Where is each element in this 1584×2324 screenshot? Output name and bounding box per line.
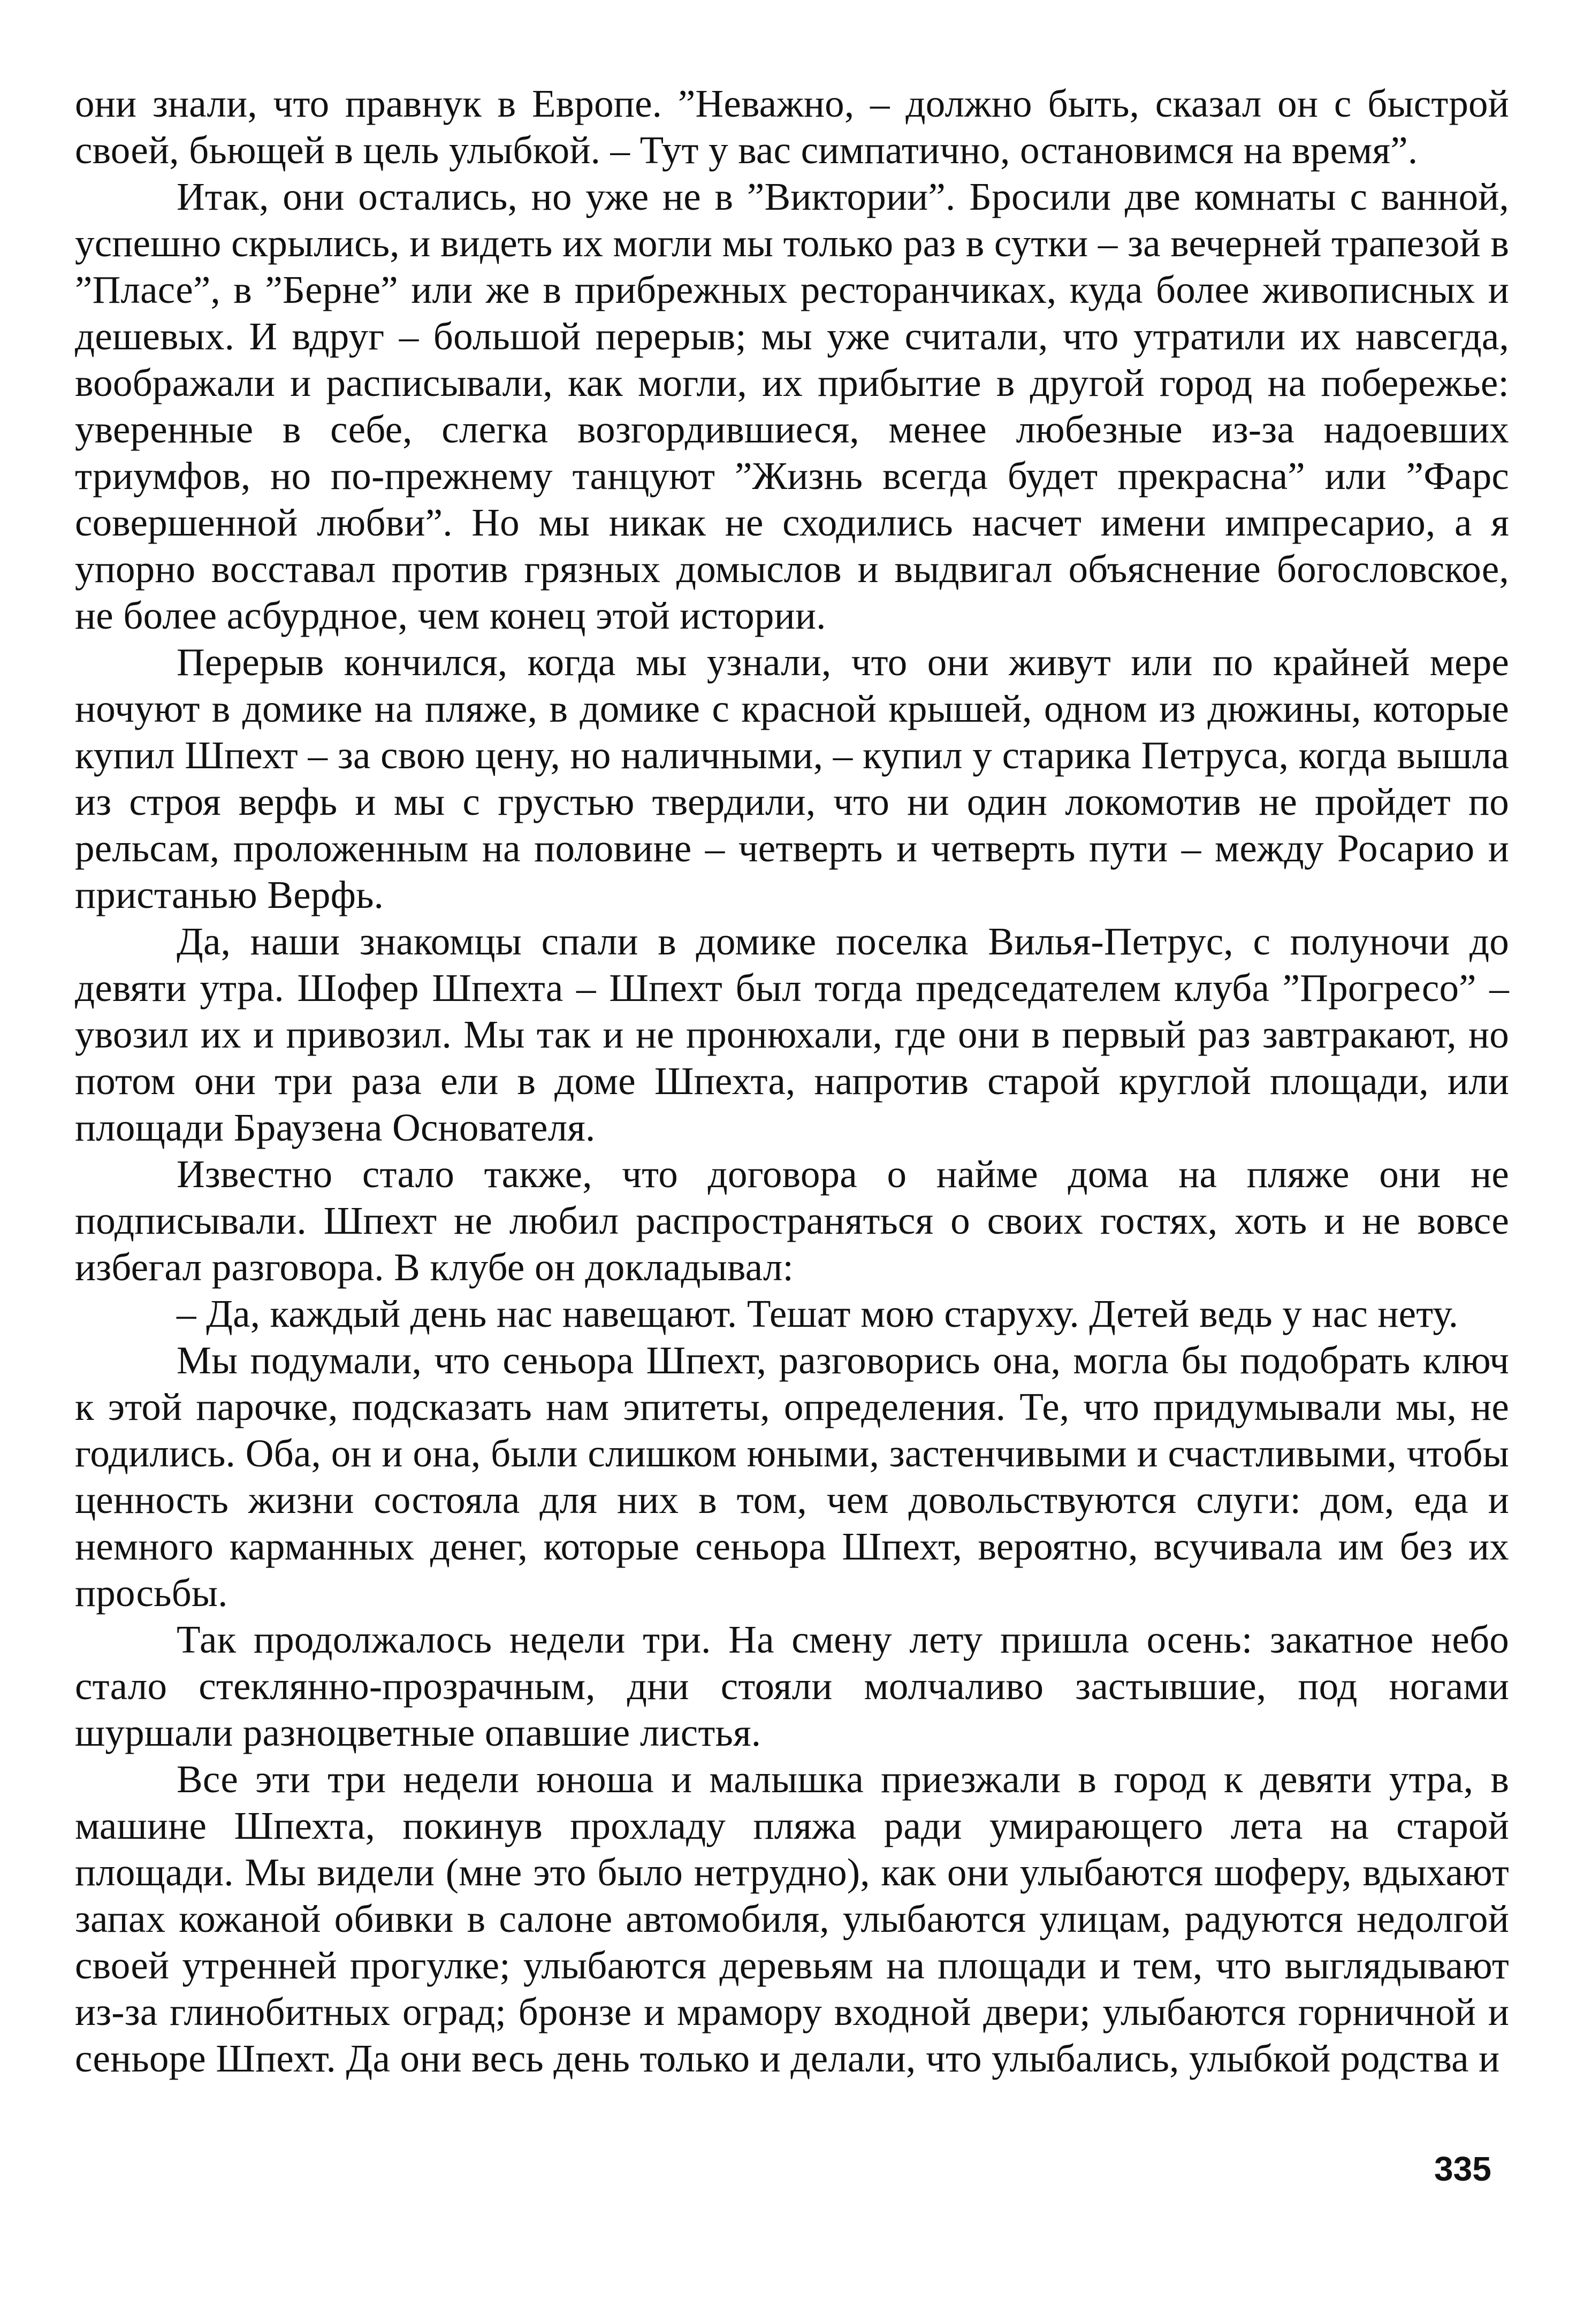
page-body xyxy=(75,80,1509,2082)
paragraph-1: они знали, что правнук в Европе. ”Неважно, – должно быть, сказал он с быстрой своей, бьющей в цель улыбкой. – Тут у вас симпатично, остановимся на время”. xyxy=(75,82,1509,172)
page-number: 335 xyxy=(1434,2150,1491,2188)
paragraph-9: Все эти три недели юноша и малышка приезжали в город к девяти утра, в машине Шпехта, покинув прохладу пляжа ради умирающего лета на старой площади. Мы видели (мне это было нетрудно), как они улыбаются шоферу, вдыхают запах кожаной обивки в салоне автомобиля, улыбаются улицам, радуются недолгой своей утренней прогулке; улыбаются деревьям на площади и тем, что выглядывают из-за глинобитных оград; бронзе и мрамору входной двери; улыбаются горничной и сеньоре Шпехт. Да они весь день только и делали, что улыбались, улыбкой родства и xyxy=(75,1757,1509,2080)
paragraph-5: Известно стало также, что договора о найме дома на пляже они не подписывали. Шпехт не любил распространяться о своих гостях, хоть и не вовсе избегал разговора. В клубе он докладывал: xyxy=(75,1152,1509,1289)
paragraph-4: Да, наши знакомцы спали в домике поселка Вилья-Петрус, с полуночи до девяти утра. Шофер Шпехта – Шпехт был тогда председателем клуба ”Прогресо” – увозил их и привозил. Мы так и не пронюхали, где они в первый раз завтракают, но потом они три раза ели в доме Шпехта, напротив старой круглой площади, или площади Браузена Основателя. xyxy=(75,920,1509,1149)
paragraph-8: Так продолжалось недели три. На смену лету пришла осень: закатное небо стало стеклянно-прозрачным, дни стояли молчаливо застывшие, под ногами шуршали разноцветные опавшие листья. xyxy=(75,1618,1509,1754)
paragraph-6-dialogue: – Да, каждый день нас навещают. Тешат мою старуху. Детей ведь у нас нету. xyxy=(177,1292,1459,1335)
paragraph-3: Перерыв кончился, когда мы узнали, что они живут или по крайней мере ночуют в домике на пляже, в домике с красной крышей, одном из дюжины, которые купил Шпехт – за свою цену, но наличными, – купил у старика Петруса, когда вышла из строя верфь и мы с грустью твердили, что ни один локомотив не пройдет по рельсам, проложенным на половине – четверть и четверть пути – между Росарио и пристанью Верфь. xyxy=(75,640,1509,916)
paragraph-7: Мы подумали, что сеньора Шпехт, разговорись она, могла бы подобрать ключ к этой парочке, подсказать нам эпитеты, определения. Те, что придумывали мы, не годились. Оба, он и она, были слишком юными, застенчивыми и счастливыми, чтобы ценность жизни состояла для них в том, чем довольствуются слуги: дом, еда и немного карманных денег, которые сеньора Шпехт, вероятно, всучивала им без их просьбы. xyxy=(75,1339,1509,1615)
paragraph-2: Итак, они остались, но уже не в ”Виктории”. Бросили две комнаты с ванной, успешно скрылись, и видеть их могли мы только раз в сутки – за вечерней трапезой в ”Пласе”, в ”Берне” или же в прибрежных ресторанчиках, куда более живописных и дешевых. И вдруг – большой перерыв; мы уже считали, что утратили их навсегда, воображали и расписывали, как могли, их прибытие в другой город на побережье: уверенные в себе, слегка возгордившиеся, менее любезные из-за надоевших триумфов, но по-прежнему танцуют ”Жизнь всегда будет прекрасна” или ”Фарс совершенной любви”. Но мы никак не сходились насчет имени импресарио, а я упорно восставал против грязных домыслов и выдвигал объяснение богословское, не более асбурдное, чем конец этой истории. xyxy=(75,175,1509,637)
